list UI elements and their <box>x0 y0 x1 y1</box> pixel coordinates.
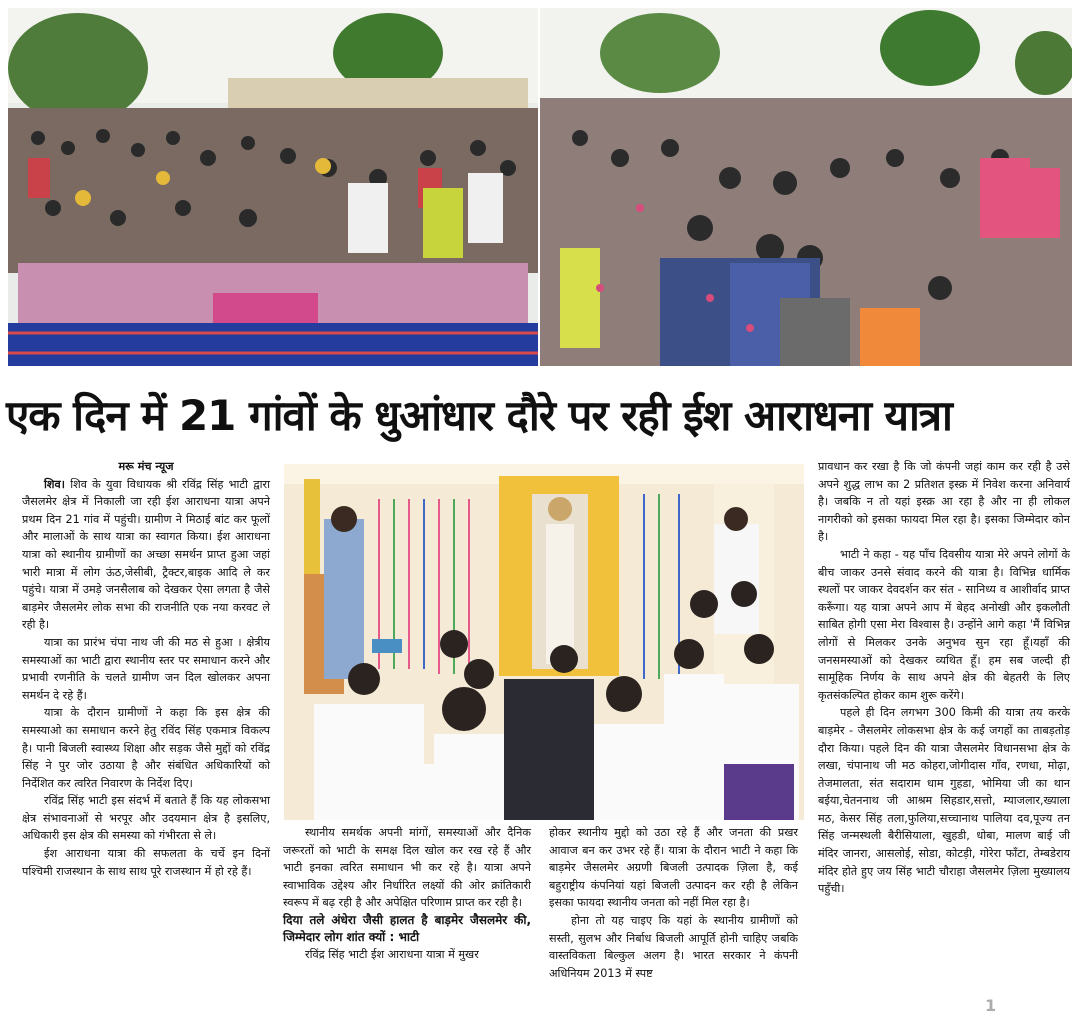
paragraph: होना तो यह चाइए कि यहां के स्थानीय ग्रामीणों को सस्ती, सुलभ और निर्बाध बिजली आपूर्ति होनी चाहिए जबकि वास्तविकता बिल्कुल अलग है। भारत सरकार ने कंपनी अधिनियम 2013 में स्पष्ट <box>549 913 798 980</box>
paragraph: रविंद्र सिंह भाटी ईश आराधना यात्रा में मुखर <box>305 947 479 961</box>
paragraph: भाटी ने कहा - यह पाँच दिवसीय यात्रा मेरे अपने लोगों के बीच जाकर उनसे संवाद करने की यात्रा है। विभिन्न धार्मिक स्थलों पर जाकर देवदर्शन कर संत - सानिध्य व आशीर्वाद प्राप्त करूँगा। यह यात्रा अपने आप में बेहद अनोखी और इकलौती साबित होगी एसा मेरा विश्वास है। उन्होंने आगे कहा 'मैं विभिन्न लोगों से मिलकर उनके अनुभव सुन रहा हूँ।यहाँ की जनसमस्याओं को देखकर व्यथित हूँ। हम सब जल्दी ही सामूहिक निर्णय के साथ अपने क्षेत्र की बेहतरी के लिए कृतसंकल्पित होकर काम शुरू करेंगे। <box>818 547 1070 702</box>
headline: एक दिन में 21 गांवों के धुआंधार दौरे पर रही ईश आराधना यात्रा <box>6 391 952 440</box>
photo-portrait-meeting <box>284 464 804 820</box>
article-column-4 <box>818 458 1070 1018</box>
article-column-2 <box>283 824 531 1020</box>
article-column-3 <box>549 824 798 1020</box>
paragraph: रविंद्र सिंह भाटी इस संदर्भ में बताते हैं कि यह लोकसभा क्षेत्र संभावनाओं से भरपूर और उदयमान क्षेत्र है इसलिए, अधिकारी इस क्षेत्र की समस्या को गंभीरता से ले। <box>22 794 270 843</box>
paragraph: स्थानीय समर्थक अपनी मांगों, समस्याओं और दैनिक जरूरतों को भाटी के समक्ष दिल खोल कर रख रहे हैं और भाटी इनका त्वरित समाधान भी कर रहे है। यात्रा अपने स्वाभाविक उद्देश्य और निर्धारित लक्ष्यों की ओर क्रांतिकारी स्वरूप में बढ़ रही है और अपेक्षित परिणाम प्राप्त कर रही है। <box>283 826 531 910</box>
subheading: दिया तले अंधेरा जैसी हालत है बाड़मेर जैसलमेर की, जिम्मेदार लोग शांत क्यों : भाटी <box>283 912 531 944</box>
paragraph: यात्रा के दौरान ग्रामीणों ने कहा कि इस क्षेत्र की समस्याओ का समाधान करने हेतु रविंद सिंह एकमात्र विकल्प है। पानी बिजली स्वास्थ्य शिक्षा और सड़क जैसे मुद्दों को रविंद्र सिंह ने पुर जोर उठाया है और संबंधित अधिकारियों को निर्देशित कर त्वरित निवारण के निर्देश दिए। <box>22 706 270 790</box>
byline: मरू मंच न्यूज <box>118 460 174 473</box>
paragraph: प्रावधान कर रखा है कि जो कंपनी जहां काम कर रही है उसे अपने शुद्ध लाभ का 2 प्रतिशत इस्क्र में निवेश करना अनिवार्य है। जबकि न तो यहां इस्क्र आ रहा है और ना ही लोकल नागरीको को इसका फायदा मिल रहा है। इसका जिम्मेदार कोन है। <box>818 460 1070 544</box>
photo-flower-welcome <box>540 8 1072 366</box>
paragraph: होकर स्थानीय मुद्दो को उठा रहे हैं और जनता की प्रखर आवाज बन कर उभर रहे हैं। यात्रा के दौरान भाटी ने कहा कि बाड़मेर जैसलमेर अग्रणी बिजली उत्पादक ज़िला है, कई बहुराष्ट्रीय कंपनियां यहां बिजली उत्पादन कर रही है लेकिन इसका फायदा स्थानीय जनता को नहीं मिल रहा है। <box>549 826 798 910</box>
page-number: 1 <box>985 996 997 1015</box>
paragraph: पहले ही दिन लगभग 300 किमी की यात्रा तय करके बाड़मेर - जैसलमेर लोकसभा क्षेत्र के कई जगहों का ताबड़तोड़ दौरा किया। पहले दिन की यात्रा जैसलमेर विधानसभा क्षेत्र के लखा, चंपानाथ जी मठ कोहरा,जोगीदास गाँव, रणधा, मोढ़ा, तेजमालता, संत सदाराम धाम गुहडा, भोमिया जी का थान बईया,चेतननाथ जी आश्रम सिहडार,सत्तो, म्याजलार,ख्याला मठ, केसर सिंह तला,फुलिया,सच्चानाथ पालिया दव,पूज्य तन सिंह जन्मस्थली बैरीसियाला, खुहडी, धोबा, मालण बाई जी मंदिर जानरा, आसलोई, सोडा, कोटड़ी, गोरेरा फाँटा, तेम्बडेराय मंदिर होते हुए जय सिंह भाटी चौराहा जैसलमेर ज़िला मुख्यालय पहुँची। <box>818 706 1070 896</box>
paragraph: शिव के युवा विधायक श्री रविंद्र सिंह भाटी द्वारा जैसलमेर क्षेत्र में निकाली जा रही ईश आराधना यात्रा अपने प्रथम दिन 21 गांव में पहुंची। ग्रामीण ने मिठाई बांट कर फूलों और मालाओं के साथ यात्रा का स्वागत किया। ईश आराधना यात्रा को स्थानीय ग्रामीणों का अच्छा समर्थन प्राप्त हुआ जहां भारी मात्रा में लोग ऊंठ,जेसीबी, ट्रैक्टर,बाइक आदि ले कर पहुंचे। यात्रा में उमड़े जनसैलाब को देखकर ऐसा लगता है जैसे बाड़मेर जैसलमेर लोक सभा की राजनीति एक नया करवट ले रही है। <box>22 477 270 632</box>
paragraph: ईश आराधना यात्रा की सफलता के चर्चे इन दिनों पश्चिमी राजस्थान के साथ साथ पूरे राजस्थान में हो रहे हैं। <box>22 847 270 878</box>
paragraph: यात्रा का प्रारंभ चंपा नाथ जी की मठ से हुआ । क्षेत्रीय समस्याओं का भाटी द्वारा स्थानीय स्तर पर समाधान करने और प्रभावी रणनीति के चलते ग्रामीण जन दिल खोलकर अपना समर्थन दे रहे हैं। <box>22 635 270 702</box>
dateline: शिव। <box>44 477 65 491</box>
article-column-1 <box>22 458 270 1018</box>
photo-crowd-gathering <box>8 8 538 366</box>
